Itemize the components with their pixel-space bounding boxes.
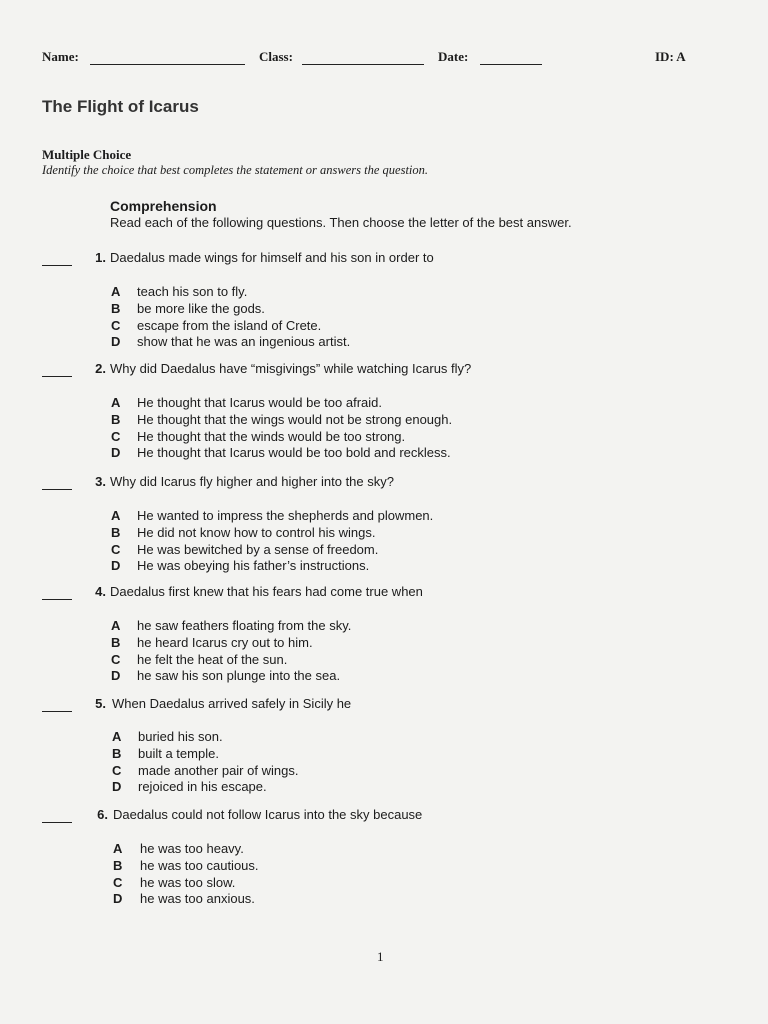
name-label: Name:	[42, 49, 79, 64]
option-letter: C	[111, 651, 121, 667]
date-label: Date:	[438, 49, 469, 64]
comprehension-heading: Comprehension	[110, 198, 217, 214]
id-label: ID: A	[655, 49, 686, 64]
option-text: he heard Icarus cry out to him.	[137, 634, 313, 650]
option-text: He thought that the wings would not be strong enough.	[137, 411, 453, 427]
answer-blank[interactable]	[42, 822, 72, 823]
option-letter: D	[111, 334, 121, 350]
answer-blank[interactable]	[42, 489, 72, 490]
option-text: he felt the heat of the sun.	[137, 651, 288, 667]
question-number: 4.	[95, 584, 106, 599]
option-letter: B	[112, 745, 122, 761]
option-letter: D	[112, 779, 122, 795]
option-letter: D	[111, 668, 121, 684]
answer-blank[interactable]	[42, 711, 72, 712]
option-letter: D	[113, 891, 123, 907]
option-text: He wanted to impress the shepherds and plowmen.	[137, 508, 434, 523]
option-letter: C	[112, 762, 122, 778]
comprehension-instruction: Read each of the following questions. Then choose the letter of the best answer.	[110, 215, 572, 230]
question-number: 2.	[95, 361, 106, 376]
option-text: escape from the island of Crete.	[137, 317, 322, 333]
option-letter: C	[111, 541, 121, 557]
option-letter: A	[113, 841, 123, 856]
option-letter: A	[111, 618, 121, 633]
section-heading: Multiple Choice	[42, 147, 132, 162]
page-number: 1	[377, 949, 384, 964]
option-text: He thought that Icarus would be too afraid.	[137, 395, 382, 410]
answer-blank[interactable]	[42, 376, 72, 377]
option-text: He thought that the winds would be too strong.	[137, 428, 406, 444]
option-text: he saw his son plunge into the sea.	[137, 668, 341, 684]
question-text: Why did Icarus fly higher and higher into the sky?	[110, 474, 394, 489]
question-number: 6.	[97, 807, 108, 822]
option-letter: A	[111, 284, 121, 299]
option-letter: C	[111, 428, 121, 444]
question-number: 3.	[95, 474, 106, 489]
option-text: he was too cautious.	[140, 857, 259, 873]
option-letter: B	[111, 634, 121, 650]
answer-blank[interactable]	[42, 599, 72, 600]
option-text: be more like the gods.	[137, 300, 265, 316]
option-letter: A	[111, 395, 121, 410]
answer-blank[interactable]	[42, 265, 72, 266]
question-text: When Daedalus arrived safely in Sicily he	[112, 696, 352, 711]
option-text: He thought that Icarus would be too bold and reckless.	[137, 445, 451, 461]
option-text: He did not know how to control his wings.	[137, 524, 376, 540]
option-text: he was too heavy.	[140, 841, 244, 856]
option-letter: B	[111, 524, 121, 540]
option-text: rejoiced in his escape.	[138, 779, 267, 795]
option-letter: C	[111, 317, 121, 333]
option-text: He was obeying his father’s instructions.	[137, 558, 370, 574]
option-text: show that he was an ingenious artist.	[137, 334, 351, 350]
question-number: 5.	[95, 696, 106, 711]
question-text: Daedalus first knew that his fears had come true when	[110, 584, 423, 599]
option-text: he was too anxious.	[140, 891, 255, 907]
date-blank	[480, 64, 542, 65]
option-letter: B	[111, 411, 121, 427]
option-text: he saw feathers floating from the sky.	[137, 618, 352, 633]
option-text: buried his son.	[138, 729, 223, 744]
question-text: Why did Daedalus have “misgivings” while watching Icarus fly?	[110, 361, 472, 376]
option-text: He was bewitched by a sense of freedom.	[137, 541, 379, 557]
option-text: built a temple.	[138, 745, 219, 761]
question-number: 1.	[95, 250, 106, 265]
option-letter: C	[113, 874, 123, 890]
class-label: Class:	[259, 49, 293, 64]
option-letter: D	[111, 445, 121, 461]
option-text: made another pair of wings.	[138, 762, 299, 778]
option-letter: B	[111, 300, 121, 316]
question-text: Daedalus could not follow Icarus into the sky because	[113, 807, 423, 822]
option-letter: D	[111, 558, 121, 574]
option-letter: A	[112, 729, 122, 744]
section-instruction: Identify the choice that best completes the statement or answers the question.	[42, 163, 429, 177]
option-text: teach his son to fly.	[137, 284, 248, 299]
question-text: Daedalus made wings for himself and his son in order to	[110, 250, 434, 265]
class-blank	[302, 64, 424, 65]
name-blank	[90, 64, 245, 65]
option-text: he was too slow.	[140, 874, 236, 890]
worksheet-title: The Flight of Icarus	[42, 97, 199, 116]
option-letter: B	[113, 857, 123, 873]
option-letter: A	[111, 508, 121, 523]
